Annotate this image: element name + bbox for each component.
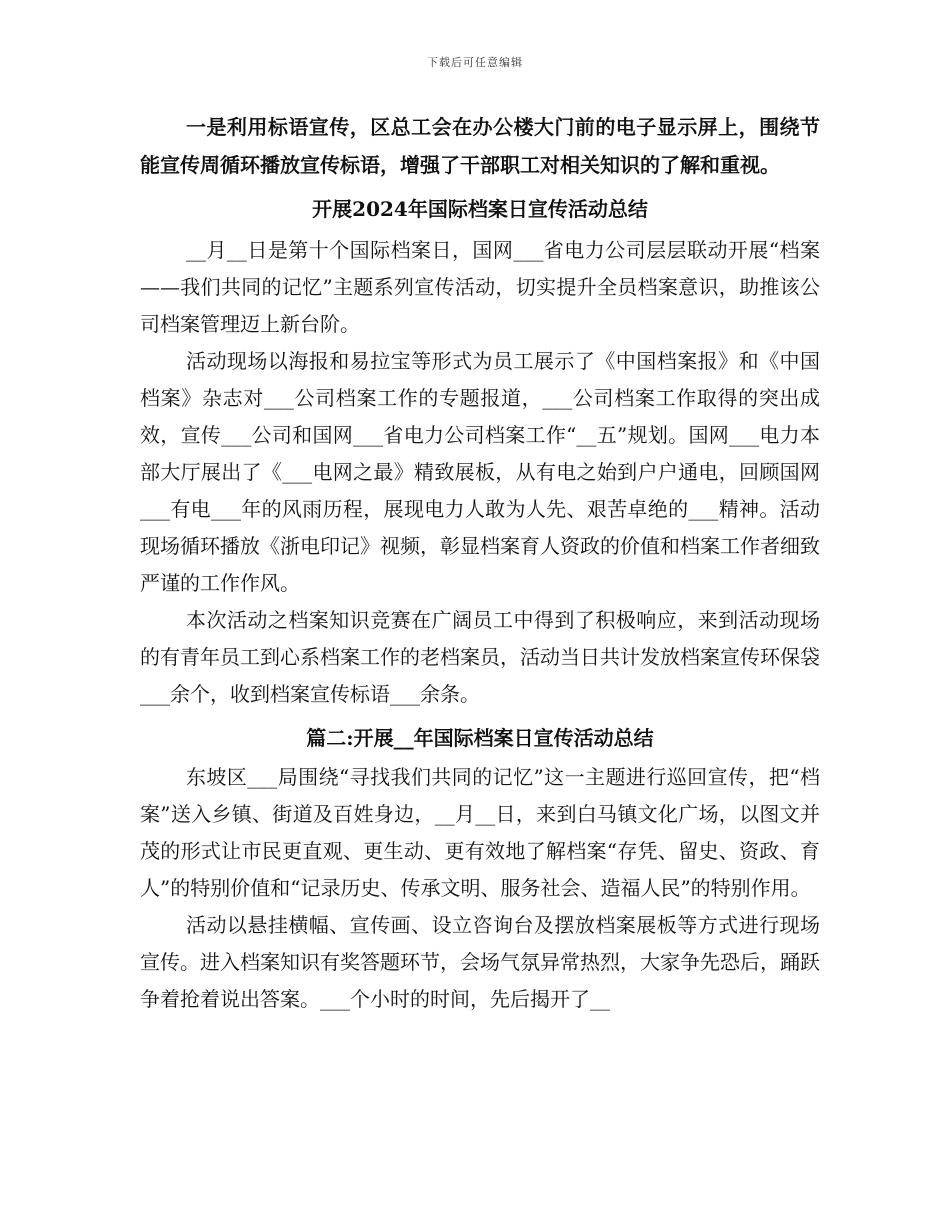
page-header-note: 下载后可任意编辑 <box>427 56 523 69</box>
section-1-paragraph-2: 活动现场以海报和易拉宝等形式为员工展示了《中国档案报》和《中国档案》杂志对___公司档案工作的专题报道，___公司档案工作取得的突出成效，宣传___公司和国网___省电力公司档案工作“__五”规划。国网___电力本部大厅展出了《___电网之最》精致展板，从有电之始到户户通电，回顾国网___有电___年的风雨历程，展现电力人敢为人先、艰苦卓绝的___精神。活动现场循环播放《浙电印记》视频，彰显档案育人资政的价值和档案工作者细致严谨的工作作风。 <box>140 349 820 595</box>
section-1-paragraph-1: __月__日是第十个国际档案日，国网___省电力公司层层联动开展“档案——我们共同的记忆”主题系列宣传活动，切实提升全员档案意识，助推该公司档案管理迈上新台阶。 <box>140 238 820 336</box>
section-2-paragraph-2: 活动以悬挂横幅、宣传画、设立咨询台及摆放档案展板等方式进行现场宣传。进入档案知识有奖答题环节，会场气氛异常热烈，大家争先恐后，踊跃争着抢着说出答案。___个小时的时间，先后揭开了__ <box>140 913 820 1011</box>
section-1-paragraph-3: 本次活动之档案知识竞赛在广阔员工中得到了积极响应，来到活动现场的有青年员工到心系档案工作的老档案员，活动当日共计发放档案宣传环保袋___余个，收到档案宣传标语___余条。 <box>140 608 820 706</box>
document-body <box>140 108 820 1018</box>
section-2-paragraph-1: 东坡区___局围绕“寻找我们共同的记忆”这一主题进行巡回宣传，把“档案”送入乡镇、街道及百姓身边，__月__日，来到白马镇文化广场，以图文并茂的形式让市民更直观、更生动、更有效地了解档案“存凭、留史、资政、育人”的特别价值和“记录历史、传承文明、服务社会、造福人民”的特别作用。 <box>140 765 820 900</box>
intro-paragraph: 一是利用标语宣传，区总工会在办公楼大门前的电子显示屏上，围绕节能宣传周循环播放宣传标语，增强了干部职工对相关知识的了解和重视。 <box>140 115 820 177</box>
section-2-title: 篇二:开展__年国际档案日宣传活动总结 <box>306 726 654 750</box>
section-1-title: 开展2024年国际档案日宣传活动总结 <box>312 197 648 221</box>
